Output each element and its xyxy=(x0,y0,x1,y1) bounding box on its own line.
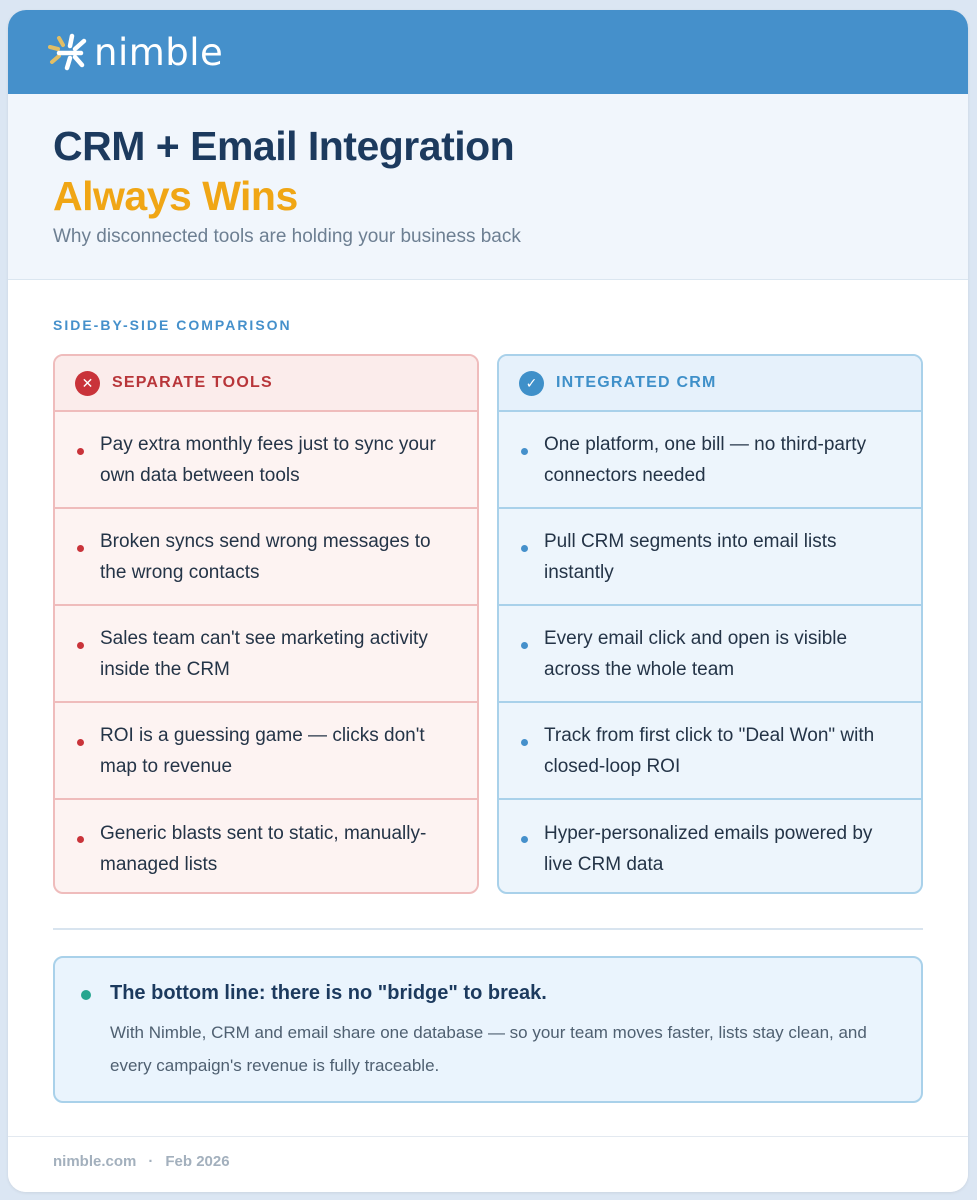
bottom-line-body: With Nimble, CRM and email share one database — so your team moves faster, lists stay clean, and every campaign's revenue is fully traceable. xyxy=(110,1023,867,1075)
bullet-icon xyxy=(521,642,528,649)
bottom-line-title: The bottom line: there is no "bridge" to break. xyxy=(110,982,547,1004)
list-item-text: Generic blasts sent to static, manually-managed lists xyxy=(100,822,427,875)
bullet-icon xyxy=(521,836,528,843)
integrated-crm-label: INTEGRATED CRM xyxy=(556,374,717,391)
list-item-text: Hyper-personalized emails powered by live CRM data xyxy=(544,822,873,875)
list-item xyxy=(499,412,921,509)
separate-tools-label: SEPARATE TOOLS xyxy=(112,374,273,391)
status-dot-icon xyxy=(81,990,91,1000)
nimble-logo[interactable] xyxy=(46,31,223,74)
brand-name: nimble xyxy=(94,30,224,74)
footer-text xyxy=(53,1153,230,1170)
page-subtitle: Why disconnected tools are holding your business back xyxy=(53,226,521,247)
section-label: SIDE-BY-SIDE COMPARISON xyxy=(53,317,292,333)
bullet-icon xyxy=(77,739,84,746)
separate-tools-header xyxy=(55,356,477,412)
nimble-logo-mark-icon xyxy=(46,32,90,72)
header-bar xyxy=(8,10,968,94)
bullet-icon xyxy=(77,642,84,649)
separate-tools-column xyxy=(53,354,479,894)
footer-site-link[interactable]: nimble.com xyxy=(53,1153,137,1170)
infographic-card xyxy=(8,10,968,1192)
list-item xyxy=(55,800,477,894)
bullet-icon xyxy=(77,836,84,843)
list-item-text: Every email click and open is visible across the whole team xyxy=(544,627,848,680)
bullet-icon xyxy=(521,739,528,746)
list-item-text: Pull CRM segments into email lists instantly xyxy=(544,530,837,583)
list-item-text: Sales team can't see marketing activity inside the CRM xyxy=(100,627,428,680)
list-item-text: ROI is a guessing game — clicks don't map to revenue xyxy=(100,724,425,777)
page-title-highlight: Always Wins xyxy=(53,173,298,219)
check-circle-icon: ✓ xyxy=(519,371,544,396)
x-circle-icon: ✕ xyxy=(75,371,100,396)
list-item-text: One platform, one bill — no third-party connectors needed xyxy=(544,433,867,486)
bullet-icon xyxy=(521,448,528,455)
list-item-text: Broken syncs send wrong messages to the wrong contacts xyxy=(100,530,431,583)
list-item xyxy=(55,606,477,703)
footer-date: Feb 2026 xyxy=(165,1153,230,1170)
list-item xyxy=(499,606,921,703)
footer-separator: · xyxy=(148,1153,154,1170)
list-item xyxy=(499,800,921,894)
footer xyxy=(8,1136,968,1192)
list-item xyxy=(499,703,921,800)
bullet-icon xyxy=(521,545,528,552)
bullet-icon xyxy=(77,448,84,455)
integrated-crm-header xyxy=(499,356,921,412)
page-title: CRM + Email Integration xyxy=(53,123,515,169)
list-item xyxy=(499,509,921,606)
integrated-crm-column xyxy=(497,354,923,894)
bullet-icon xyxy=(77,545,84,552)
section-divider xyxy=(53,928,923,930)
list-item xyxy=(55,412,477,509)
list-item xyxy=(55,509,477,606)
list-item-text: Pay extra monthly fees just to sync your own data between tools xyxy=(100,433,436,486)
list-item-text: Track from first click to "Deal Won" with closed-loop ROI xyxy=(544,724,875,777)
list-item xyxy=(55,703,477,800)
bottom-line-callout xyxy=(53,956,923,1103)
